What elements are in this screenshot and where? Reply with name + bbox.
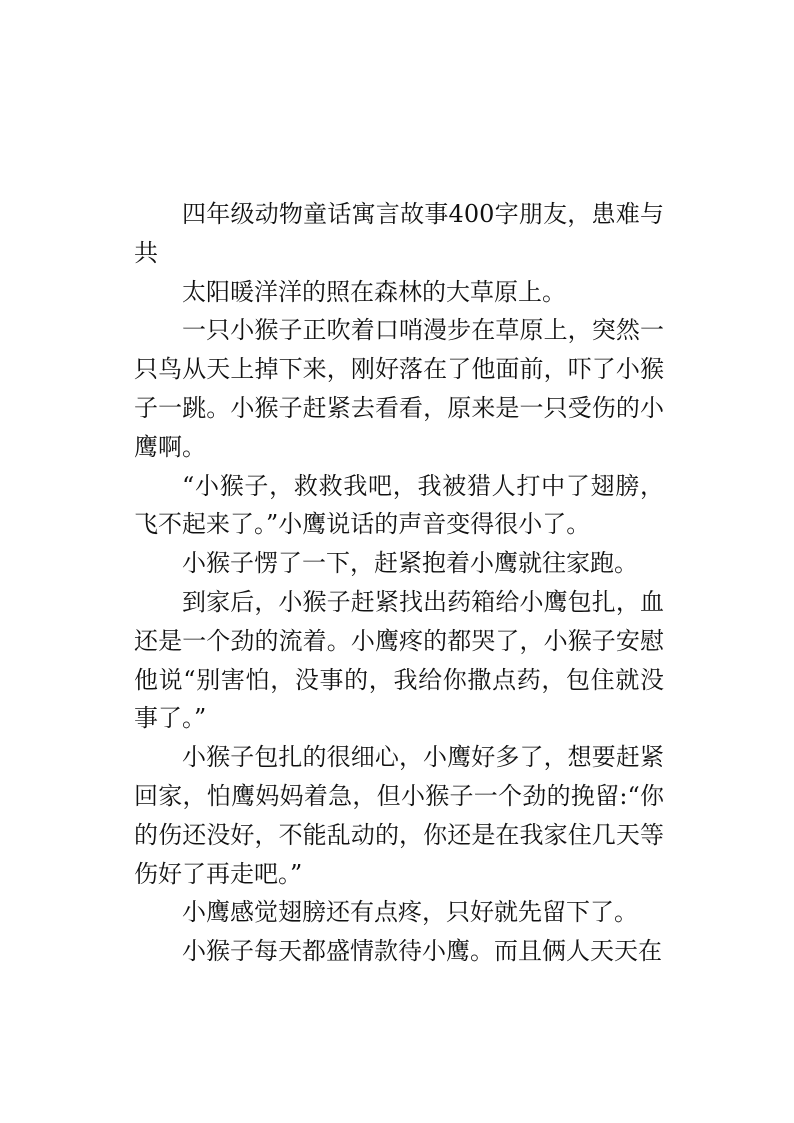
paragraph: “小猴子，救救我吧，我被猎人打中了翅膀，飞不起来了。”小鹰说话的声音变得很小了。 — [134, 471, 664, 539]
paragraph: 太阳暖洋洋的照在森林的大草原上。 — [182, 277, 566, 306]
document-body — [134, 195, 664, 971]
paragraph: 小鹰感觉翅膀还有点疼，只好就先留下了。 — [182, 898, 638, 927]
paragraph: 小猴子愣了一下，赶紧抱着小鹰就往家跑。 — [182, 549, 638, 578]
paragraph-title: 四年级动物童话寓言故事400字朋友，患难与共 — [134, 200, 664, 267]
paragraph: 一只小猴子正吹着口哨漫步在草原上，突然一只鸟从天上掉下来，刚好落在了他面前，吓了小猴子一跳。小猴子赶紧去看看，原来是一只受伤的小鹰啊。 — [134, 316, 664, 461]
paragraph: 小猴子包扎的很细心，小鹰好多了，想要赶紧回家，怕鹰妈妈着急，但小猴子一个劲的挽留:“你的伤还没好，不能乱动的，你还是在我家住几天等伤好了再走吧。” — [134, 743, 664, 888]
paragraph: 小猴子每天都盛情款待小鹰。而且俩人天天在 — [182, 937, 662, 966]
paragraph: 到家后，小猴子赶紧找出药箱给小鹰包扎，血还是一个劲的流着。小鹰疼的都哭了，小猴子安慰他说“别害怕，没事的，我给你撒点药，包住就没事了。” — [134, 587, 664, 733]
